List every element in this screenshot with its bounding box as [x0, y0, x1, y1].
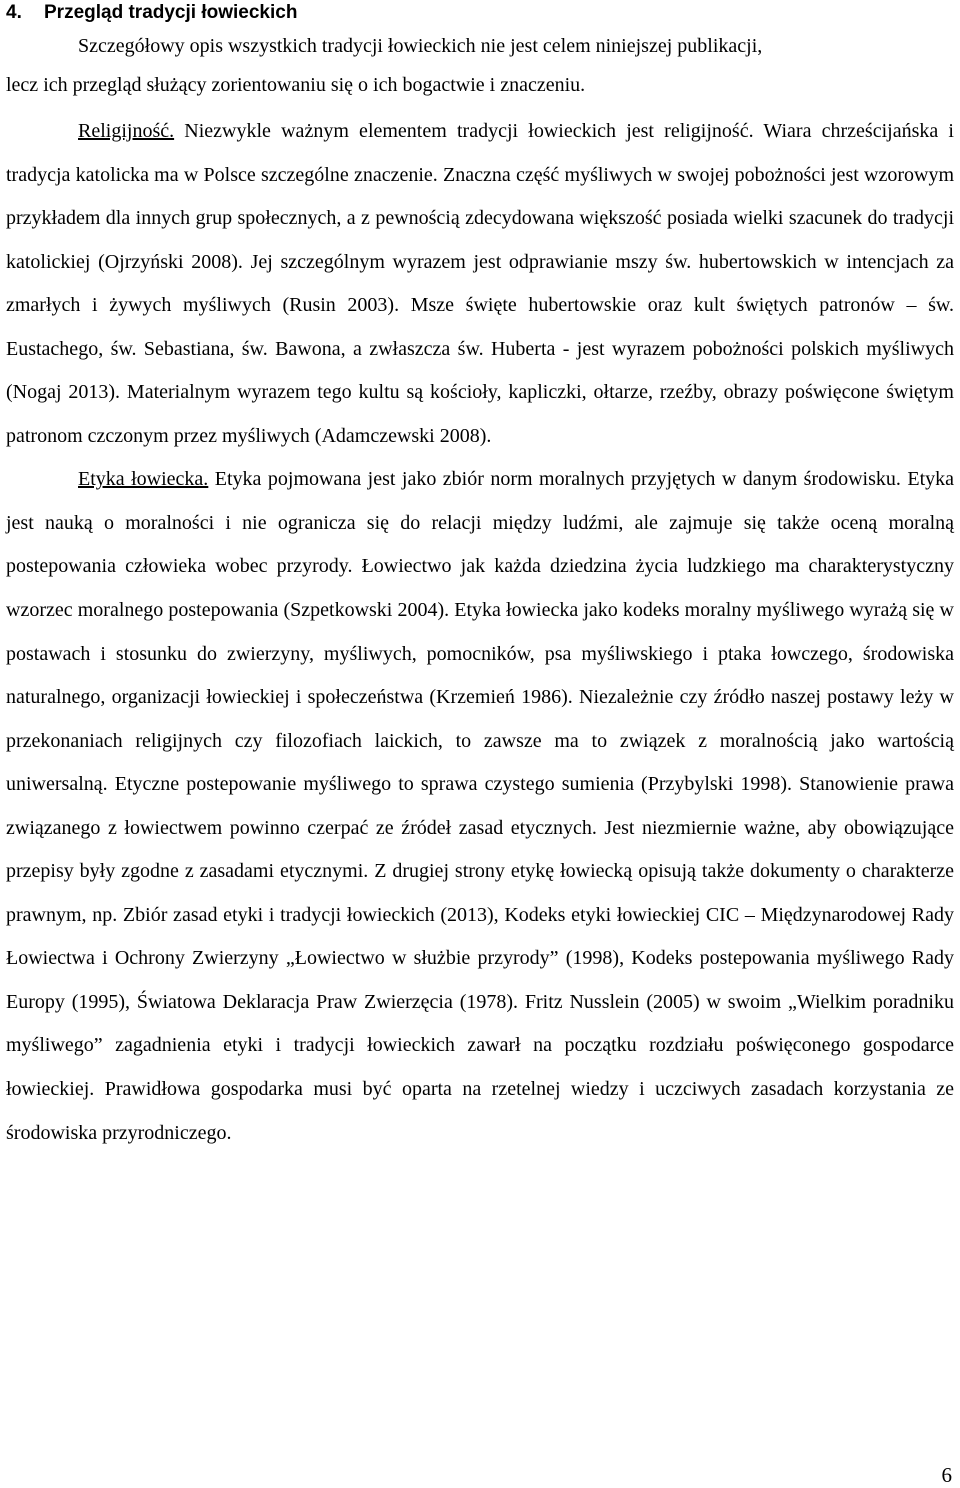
paragraph-body: Niezwykle ważnym elementem tradycji łowieckich jest religijność. Wiara chrześcijańska i tradycja katolicka ma w Polsce szczególne znaczenie. Znaczna część myśliwych w swojej pobożności jest wzorowym przykładem dla innych grup społecznych, a z pewnością zdecydowana większość posiada wielki szacunek do tradycji katolickiej (Ojrzyński 2008). Jej szczególnym wyrazem jest odprawianie mszy św. hubertowskich w intencjach za zmarłych i żywych myśliwych (Rusin 2003). Msze święte hubertowskie oraz kult świętych patronów – św. Eustachego, św. Sebastiana, św. Bawona, a zwłaszcza św. Huberta - jest wyrazem pobożności polskich myśliwych (Nogaj 2013). Materialnym wyrazem tego kultu są kościoły, kapliczki, ołtarze, rzeźby, obrazy poświęcone świętym patronom czczonym przez myśliwych (Adamczewski 2008).: [6, 120, 954, 447]
section-number: 4.: [6, 2, 22, 23]
section-title: Przegląd tradycji łowieckich: [44, 2, 298, 23]
intro-line-2: lecz ich przegląd służący zorientowaniu się o ich bogactwie i znaczeniu.: [6, 74, 586, 96]
paragraph-etyka: [6, 458, 954, 1155]
paragraph-religijnosc: [6, 110, 954, 458]
intro-line-1: Szczegółowy opis wszystkich tradycji łowieckich nie jest celem niniejszej publikacji,: [78, 35, 763, 57]
paragraph-term: Etyka łowiecka.: [78, 468, 209, 491]
paragraph-body: Etyka pojmowana jest jako zbiór norm moralnych przyjętych w danym środowisku. Etyka jest nauką o moralności i nie ogranicza się do relacji między ludźmi, ale zajmuje się także oceną moralną postepowania człowieka wobec przyrody. Łowiectwo jak każda dziedzina życia ludzkiego ma charakterystyczny wzorzec moralnego postepowania (Szpetkowski 2004). Etyka łowiecka jako kodeks moralny myśliwego wyrażą się w postawach i stosunku do zwierzyny, myśliwych, pomocników, psa myśliwskiego i ptaka łowczego, środowiska naturalnego, organizacji łowieckiej i społeczeństwa (Krzemień 1986). Niezależnie czy źródło naszej postawy leży w przekonaniach religijnych czy filozofiach laickich, to zawsze ma to związek z moralnością jako wartością uniwersalną. Etyczne postepowanie myśliwego to sprawa czystego sumienia (Przybylski 1998). Stanowienie prawa związanego z łowiectwem powinno czerpać ze źródeł zasad etycznych. Jest niezmiernie ważne, aby obowiązujące przepisy były zgodne z zasadami etycznymi. Z drugiej strony etykę łowiecką opisują także dokumenty o charakterze prawnym, np. Zbiór zasad etyki i tradycji łowieckich (2013), Kodeks etyki łowieckiej CIC – Międzynarodowej Rady Łowiectwa i Ochrony Zwierzyny „Łowiectwo w służbie przyrody” (1998), Kodeks postepowania myśliwego Rady Europy (1995), Światowa Deklaracja Praw Zwierzęcia (1978). Fritz Nusslein (2005) w swoim „Wielkim poradniku myśliwego” zagadnienia etyki i tradycji łowieckich zawarł na początku rozdziału poświęconego gospodarce łowieckiej. Prawidłowa gospodarka musi być oparta na rzetelnej wiedzy i uczciwych zasadach korzystania ze środowiska przyrodniczego.: [6, 468, 955, 1144]
page-number: 6: [941, 1463, 952, 1487]
document-page: [6, 0, 954, 1155]
paragraph-term: Religijność.: [78, 120, 175, 142]
intro-paragraph: [6, 26, 954, 110]
section-heading: [6, 0, 954, 26]
